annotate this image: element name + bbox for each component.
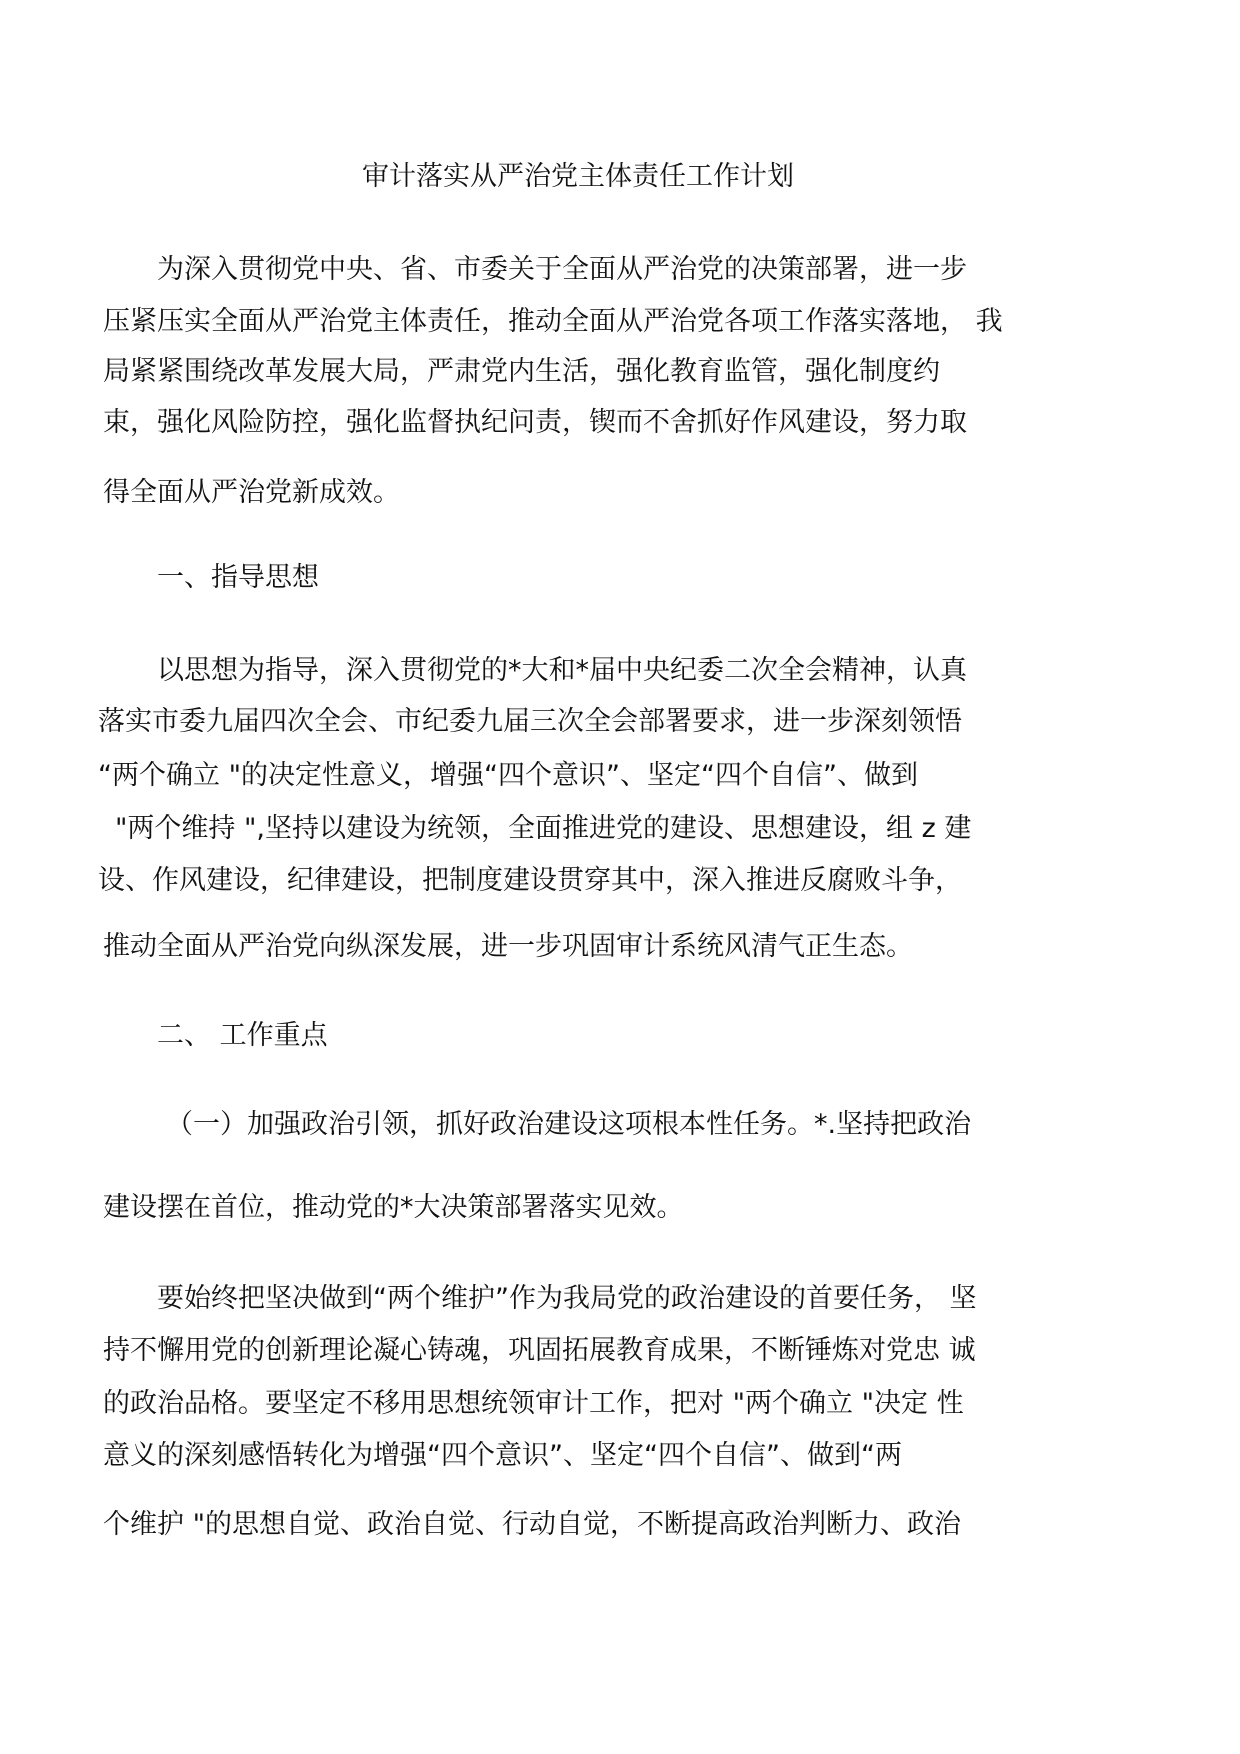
section1-line: 设、作风建设，纪律建设，把制度建设贯穿其中，深入推进反腐败斗争， [98, 865, 962, 896]
section2-body-line: 的政治品格。要坚定不移用思想统领审计工作，把对 "两个确立 "决定 性 [103, 1388, 964, 1419]
document-title: 审计落实从严治党主体责任工作计划 [362, 161, 794, 192]
section1-line: 推动全面从严治党向纵深发展，进一步巩固审计系统风清气正生态。 [103, 931, 913, 962]
section2-body-line: 要始终把坚决做到“两个维护”作为我局党的政治建设的首要任务， 坚 [157, 1283, 977, 1314]
section-heading-guiding-ideology: 一、指导思想 [157, 562, 319, 593]
intro-line: 得全面从严治党新成效。 [103, 477, 400, 508]
subsection-line: （一）加强政治引领，抓好政治建设这项根本性任务。*.坚持把政治 [166, 1109, 972, 1140]
section1-line: 以思想为指导，深入贯彻党的*大和*届中央纪委二次全会精神，认真 [157, 655, 967, 686]
section-heading-work-focus: 二、 工作重点 [157, 1020, 328, 1051]
section1-line: “两个确立 "的决定性意义，增强“四个意识”、坚定“四个自信”、做到 [98, 760, 918, 791]
section2-body-line: 个维护 "的思想自觉、政治自觉、行动自觉，不断提高政治判断力、政治 [103, 1509, 962, 1540]
subsection-line: 建设摆在首位，推动党的*大决策部署落实见效。 [103, 1192, 684, 1223]
section2-body-line: 意义的深刻感悟转化为增强“四个意识”、坚定“四个自信”、做到“两 [103, 1440, 902, 1471]
intro-line: 局紧紧围绕改革发展大局，严肃党内生活，强化教育监管，强化制度约 [103, 356, 940, 387]
intro-line: 压紧压实全面从严治党主体责任，推动全面从严治党各项工作落实落地， 我 [103, 306, 1003, 337]
intro-line: 束，强化风险防控，强化监督执纪问责，锲而不舍抓好作风建设，努力取 [103, 407, 967, 438]
section1-line: 落实市委九届四次全会、市纪委九届三次全会部署要求，进一步深刻领悟 [98, 706, 962, 737]
intro-line: 为深入贯彻党中央、省、市委关于全面从严治党的决策部署，进一步 [157, 254, 967, 285]
section1-line: "两个维持 ",坚持以建设为统领，全面推进党的建设、思想建设，组 z 建 [115, 813, 972, 844]
section2-body-line: 持不懈用党的创新理论凝心铸魂，巩固拓展教育成果，不断锤炼对党忠 诚 [103, 1335, 976, 1366]
